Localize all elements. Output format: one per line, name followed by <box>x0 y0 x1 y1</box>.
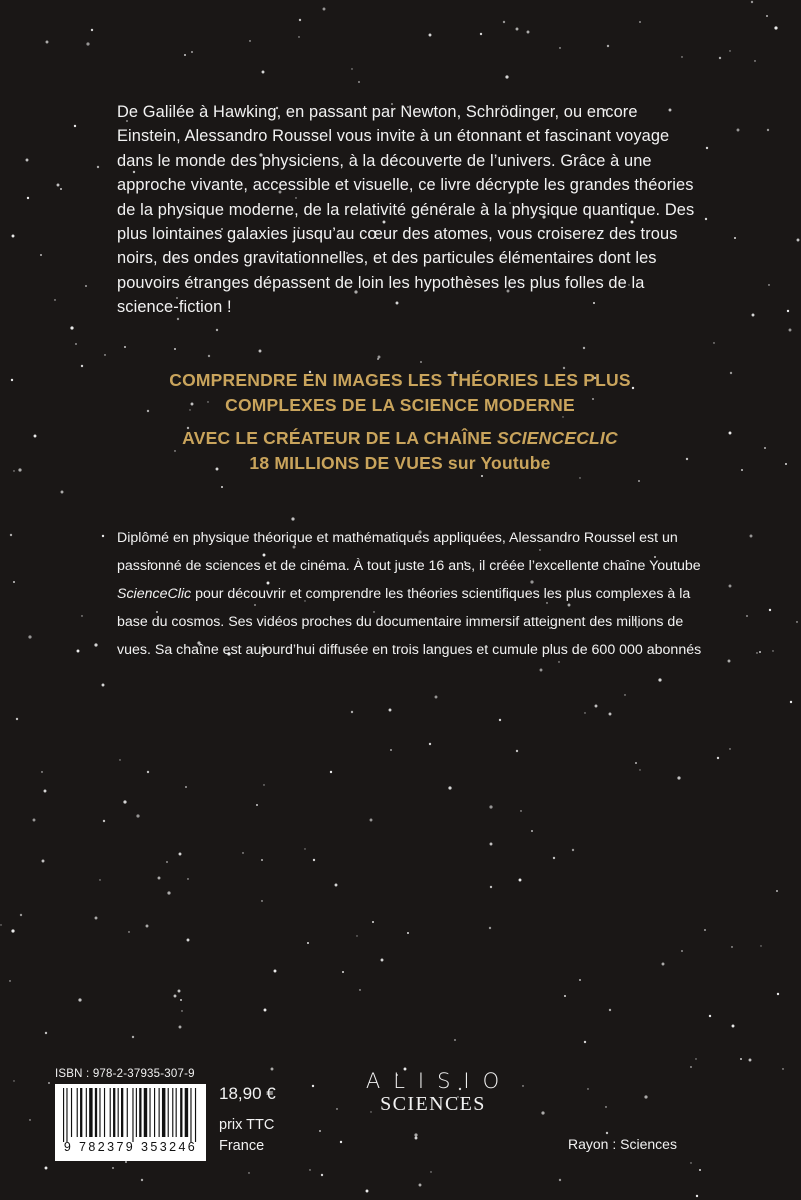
headline-comprendre-line-1: COMPRENDRE EN IMAGES LES THÉORIES LES PLUS <box>169 370 631 390</box>
barcode-bar <box>168 1088 169 1137</box>
star <box>358 81 360 83</box>
headline-comprendre-line-2: COMPLEXES DE LA SCIENCE MODERNE <box>225 395 575 415</box>
star <box>731 946 732 947</box>
barcode-bar <box>185 1088 188 1137</box>
star <box>366 1190 369 1193</box>
star <box>378 356 381 359</box>
star <box>587 1088 588 1089</box>
star <box>61 491 64 494</box>
star <box>605 1106 606 1107</box>
star <box>639 21 641 23</box>
star <box>609 1009 611 1011</box>
star <box>435 696 438 699</box>
barcode-bar <box>80 1088 82 1137</box>
star <box>291 517 294 520</box>
star <box>690 1066 692 1068</box>
star <box>141 1179 143 1181</box>
star <box>312 1085 314 1087</box>
star <box>178 990 181 993</box>
star <box>746 615 748 617</box>
star <box>776 890 778 892</box>
author-bio-part-2: pour découvrir et comprendre les théories scientifiques les plus complexes à la base du cosmos. Ses vidéos proches du documentaire immersif atteignent des millions de vues. Sa chaîne est aujourd’hui diffusée en trois langues et cumule plus de 600 000 abonnés <box>117 586 702 658</box>
star <box>174 995 177 998</box>
star <box>662 963 665 966</box>
barcode-bar <box>89 1088 92 1137</box>
star <box>313 859 315 861</box>
barcode-bar <box>66 1088 67 1142</box>
barcode-bar <box>118 1088 119 1137</box>
star <box>85 285 87 287</box>
star <box>516 750 518 752</box>
star <box>128 931 129 932</box>
star <box>319 1130 321 1132</box>
star <box>167 891 170 894</box>
star <box>372 921 374 923</box>
star <box>737 129 740 132</box>
star <box>564 995 566 997</box>
star <box>607 45 609 47</box>
star <box>261 859 263 861</box>
star <box>216 329 218 331</box>
star <box>34 435 37 438</box>
star <box>187 939 190 942</box>
star <box>768 284 769 285</box>
star <box>429 743 431 745</box>
star <box>774 26 777 29</box>
star <box>0 924 1 925</box>
star <box>75 343 77 345</box>
star <box>709 1015 711 1017</box>
star <box>772 650 773 651</box>
star <box>321 1174 323 1176</box>
star <box>750 535 753 538</box>
star <box>99 879 100 880</box>
star <box>609 713 612 716</box>
star <box>28 635 31 638</box>
barcode-number: 9 782379 353246 <box>63 1140 198 1154</box>
barcode-bar <box>77 1088 78 1137</box>
star <box>40 254 42 256</box>
star <box>777 993 779 995</box>
star <box>429 34 432 37</box>
barcode-bar <box>132 1088 133 1142</box>
star <box>706 147 708 149</box>
star <box>179 1026 182 1029</box>
star <box>729 585 732 588</box>
star <box>644 1095 647 1098</box>
headline-createur-prefix: AVEC LE CRÉATEUR DE LA CHAÎNE <box>182 428 498 448</box>
star <box>741 469 743 471</box>
star <box>766 15 768 17</box>
book-blurb: De Galilée à Hawking, en passant par Newton, Schrödinger, ou encore Einstein, Alessandro Roussel vous invite à un étonnant et fascinant voyage dans le monde des physiciens, à la découverte de l’univers. Grâce à une approche vivante, accessible et visuelle, ce livre décrypte les grandes théories de la physique moderne, de la relativité générale à la physique quantique. Des plus lointaines galaxies jusqu’au cœur des atomes, vous croiserez des trous noirs, des ondes gravitationnelles, et des particules élémentaires dont les pouvoirs étranges dépassent de loin les hypothèses les plus folles de la science-fiction ! <box>117 103 695 317</box>
price-note-line-1: prix TTC <box>219 1117 275 1133</box>
star <box>10 534 12 536</box>
star <box>759 651 761 653</box>
star <box>29 1119 30 1120</box>
star <box>541 1111 544 1114</box>
barcode-bar <box>159 1088 160 1137</box>
star <box>48 1082 50 1084</box>
barcode-bar <box>162 1088 165 1137</box>
star <box>579 477 580 478</box>
barcode-bar <box>154 1088 155 1137</box>
headline-channel-name: SCIENCECLIC <box>497 428 618 448</box>
star <box>677 776 680 779</box>
star <box>112 1167 114 1169</box>
star <box>91 29 93 31</box>
star <box>789 329 792 332</box>
publisher-name: ALISIO <box>365 1069 513 1093</box>
star <box>184 54 186 56</box>
star <box>639 769 640 770</box>
star <box>102 535 104 537</box>
star <box>123 800 126 803</box>
star <box>249 40 250 41</box>
star <box>185 786 187 788</box>
barcode-bar <box>136 1088 137 1137</box>
star <box>624 694 625 695</box>
star <box>584 712 585 713</box>
star <box>490 886 492 888</box>
star <box>584 1041 586 1043</box>
shelf-category: Rayon : Sciences <box>568 1136 677 1152</box>
star <box>264 1009 267 1012</box>
star <box>81 615 82 616</box>
star <box>681 56 682 57</box>
star <box>785 463 787 465</box>
star <box>454 1039 456 1041</box>
barcode-bar <box>104 1088 105 1137</box>
star <box>180 999 182 1001</box>
star <box>638 480 640 482</box>
star <box>415 1137 418 1140</box>
barcode-bar <box>95 1088 97 1137</box>
star <box>796 621 797 622</box>
star <box>756 652 757 653</box>
star <box>125 1161 127 1163</box>
headline-createur <box>120 426 680 476</box>
star <box>54 299 55 300</box>
barcode-bar <box>139 1088 141 1137</box>
star <box>77 650 80 653</box>
price-note-line-2: France <box>219 1138 265 1154</box>
star <box>351 68 352 69</box>
star <box>503 21 505 23</box>
star <box>13 470 14 471</box>
star <box>221 486 223 488</box>
star <box>104 354 105 355</box>
star <box>33 819 36 822</box>
star <box>256 804 258 806</box>
barcode-bar <box>86 1088 87 1137</box>
star <box>381 959 384 962</box>
star <box>572 849 574 851</box>
barcode-bar <box>110 1088 111 1137</box>
barcode-bars <box>55 1084 206 1142</box>
star <box>307 942 309 944</box>
star <box>705 218 707 220</box>
star <box>754 60 755 61</box>
publisher-imprint: SCIENCES <box>380 1093 486 1115</box>
star <box>13 1080 14 1081</box>
author-bio-channel: ScienceClic <box>117 586 192 602</box>
star <box>57 184 60 187</box>
star <box>751 1 753 3</box>
star <box>42 860 45 863</box>
star <box>527 31 530 34</box>
star <box>390 749 392 751</box>
star <box>370 819 373 822</box>
star <box>729 432 732 435</box>
star <box>81 365 83 367</box>
star <box>179 853 182 856</box>
barcode-bar <box>172 1088 173 1137</box>
star <box>330 771 332 773</box>
star <box>686 458 688 460</box>
star <box>132 1036 134 1038</box>
star <box>767 129 769 131</box>
star <box>181 1010 182 1011</box>
star <box>299 19 301 21</box>
star <box>191 51 193 53</box>
star <box>146 925 149 928</box>
star <box>519 879 522 882</box>
star <box>420 361 422 363</box>
star <box>787 310 789 312</box>
star <box>94 643 97 646</box>
barcode-bar <box>113 1088 115 1137</box>
star <box>78 998 81 1001</box>
star <box>732 1025 735 1028</box>
star <box>9 980 10 981</box>
star <box>27 197 29 199</box>
barcode-bar <box>127 1088 128 1137</box>
star <box>499 719 501 721</box>
barcode-bar <box>144 1088 147 1137</box>
star <box>18 468 21 471</box>
star <box>136 814 139 817</box>
star <box>579 979 581 981</box>
star <box>208 355 210 357</box>
star <box>20 914 22 916</box>
star <box>44 790 47 793</box>
star <box>274 970 277 973</box>
star <box>124 346 126 348</box>
price-note <box>219 1115 274 1157</box>
star <box>583 347 585 349</box>
star <box>699 1169 701 1171</box>
star <box>797 239 800 242</box>
isbn-label: ISBN : 978-2-37935-307-9 <box>55 1068 195 1080</box>
star <box>46 41 49 44</box>
star <box>752 314 755 317</box>
star <box>70 326 73 329</box>
star <box>74 125 76 127</box>
star <box>730 372 732 374</box>
star <box>448 786 451 789</box>
price: 18,90 € <box>219 1084 276 1103</box>
star <box>86 42 89 45</box>
star <box>769 609 771 611</box>
star <box>335 884 338 887</box>
star <box>696 1195 698 1197</box>
barcode-bar <box>71 1088 72 1137</box>
star <box>309 1169 310 1170</box>
star <box>11 929 14 932</box>
star <box>704 929 706 931</box>
star <box>119 759 120 760</box>
star <box>516 28 519 31</box>
star <box>749 1059 752 1062</box>
star <box>12 235 15 238</box>
star <box>41 771 42 772</box>
star <box>248 1172 249 1173</box>
star <box>304 848 305 849</box>
star <box>45 1167 48 1170</box>
star <box>690 1162 691 1163</box>
author-bio-part-1: Diplômé en physique théorique et mathématiques appliquées, Alessandro Roussel est un passionné de sciences et de cinéma. À tout juste 16 ans, il créée l’excellente chaîne Youtube <box>117 530 701 574</box>
star <box>490 843 493 846</box>
star <box>97 166 99 168</box>
barcode-bar <box>121 1088 123 1137</box>
star <box>719 57 721 59</box>
star <box>764 447 766 449</box>
star <box>174 348 176 350</box>
star <box>26 159 29 162</box>
headline-comprendre <box>120 368 680 418</box>
star <box>271 1068 274 1071</box>
star <box>729 748 730 749</box>
star <box>103 820 105 822</box>
headline-createur-line-2: 18 MILLIONS DE VUES sur Youtube <box>249 453 551 473</box>
barcode <box>55 1084 206 1161</box>
barcode-bar <box>63 1088 64 1142</box>
star <box>351 711 353 713</box>
star <box>16 718 18 720</box>
star <box>102 684 105 687</box>
star <box>342 971 344 973</box>
star <box>45 1032 47 1034</box>
headline-createur-line-1 <box>120 426 680 451</box>
star <box>531 830 533 832</box>
star <box>489 927 491 929</box>
star <box>782 1068 783 1069</box>
star <box>728 660 731 663</box>
star <box>414 1133 417 1136</box>
star <box>259 350 262 353</box>
barcode-bar <box>176 1088 177 1137</box>
star <box>595 705 598 708</box>
barcode-bar <box>190 1088 191 1142</box>
star <box>340 1141 342 1143</box>
star <box>359 989 360 990</box>
star <box>263 784 264 785</box>
barcode-bar <box>195 1088 196 1142</box>
star <box>540 669 543 672</box>
barcode-bar <box>99 1088 100 1137</box>
star <box>658 678 661 681</box>
barcode-bar <box>180 1088 182 1137</box>
star <box>95 917 98 920</box>
star <box>407 932 409 934</box>
star <box>729 50 730 51</box>
star <box>559 47 560 48</box>
publisher-logo <box>338 1068 528 1115</box>
star <box>520 810 521 811</box>
star <box>740 1058 742 1060</box>
barcode-bar <box>149 1088 150 1137</box>
star <box>717 757 719 759</box>
star <box>158 877 161 880</box>
author-bio <box>117 524 717 664</box>
star <box>734 237 736 239</box>
star <box>489 805 492 808</box>
star <box>553 857 555 859</box>
star <box>760 945 761 946</box>
star <box>790 701 792 703</box>
star <box>419 1184 422 1187</box>
star <box>187 878 188 879</box>
star <box>606 1132 608 1134</box>
star <box>681 950 683 952</box>
star <box>430 1171 431 1172</box>
star <box>242 852 243 853</box>
star <box>695 1058 696 1059</box>
star <box>262 71 265 74</box>
star <box>559 1179 561 1181</box>
star <box>505 75 508 78</box>
star <box>147 771 149 773</box>
star <box>60 188 62 190</box>
star <box>480 33 482 35</box>
star <box>13 581 15 583</box>
star <box>356 935 357 936</box>
star <box>389 709 392 712</box>
star <box>635 762 637 764</box>
star <box>298 36 299 37</box>
star <box>166 861 168 863</box>
star <box>713 342 714 343</box>
star <box>11 379 13 381</box>
star <box>261 900 262 901</box>
star <box>323 8 326 11</box>
